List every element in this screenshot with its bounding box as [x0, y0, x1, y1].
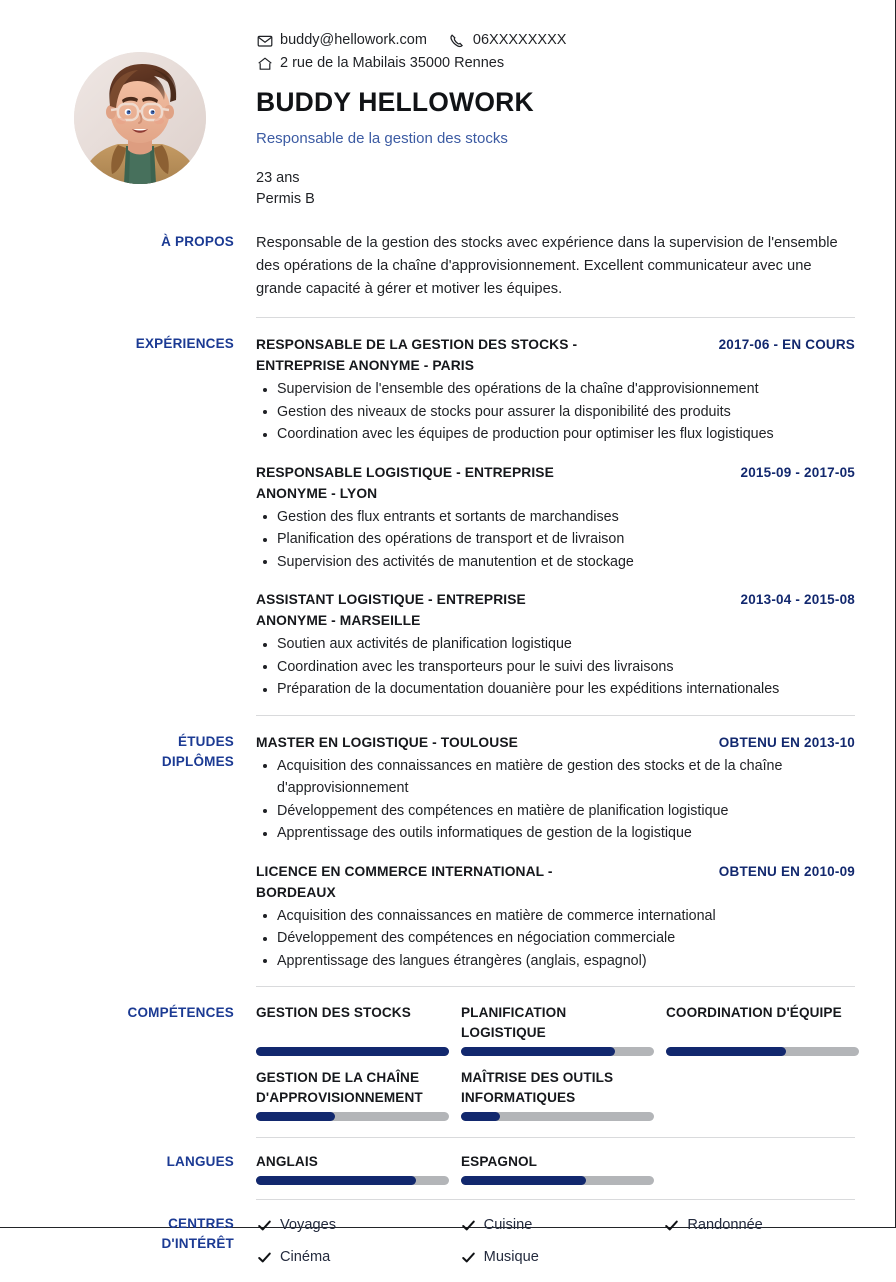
page-title: BUDDY HELLOWORK: [256, 87, 534, 117]
language-item: [256, 1152, 449, 1185]
experience-date: 2013-04 - 2015-08: [740, 592, 855, 607]
section-education: [0, 716, 895, 987]
experience-bullets: [256, 633, 855, 701]
language-name: ESPAGNOL: [461, 1154, 538, 1169]
skill-bar-track: [666, 1047, 859, 1056]
skill-bar-track: [256, 1047, 449, 1056]
experience-date: 2017-06 - EN COURS: [718, 337, 855, 352]
skill-item: [256, 1003, 449, 1056]
skill-bar-track: [461, 1047, 654, 1056]
experience-title: RESPONSABLE DE LA GESTION DES STOCKS - ENTREPRISE ANONYME - PARIS: [256, 337, 578, 373]
list-item: Supervision de l'ensemble des opérations de la chaîne d'approvisionnement: [256, 378, 855, 401]
experiences-label: EXPÉRIENCES: [135, 336, 234, 351]
skill-name: COORDINATION D'ÉQUIPE: [666, 1005, 842, 1020]
interests-label-line1: CENTRES: [168, 1216, 234, 1231]
interest-label: Randonnée: [687, 1217, 763, 1233]
skill-bar-fill: [461, 1112, 500, 1121]
skill-bar-fill: [461, 1047, 615, 1056]
list-item: Coordination avec les équipes de production pour optimiser les flux logistiques: [256, 423, 855, 446]
interest-label: Cinéma: [280, 1249, 331, 1265]
language-bar-fill: [461, 1176, 586, 1185]
skills-label: COMPÉTENCES: [127, 1005, 234, 1020]
experience-title: RESPONSABLE LOGISTIQUE - ENTREPRISE ANONYME - LYON: [256, 464, 554, 501]
phone-icon: [449, 32, 466, 49]
list-item: Planification des opérations de transport et de livraison: [256, 528, 855, 551]
language-bar-track: [461, 1176, 654, 1185]
languages-grid: [256, 1152, 855, 1185]
interests-grid: [256, 1214, 855, 1268]
experience-item: [256, 462, 855, 574]
experience-date: 2015-09 - 2017-05: [740, 464, 855, 480]
resume-header: [0, 0, 895, 210]
section-skills: [0, 987, 895, 1137]
education-date: OBTENU EN 2013-10: [718, 734, 855, 750]
skill-name: PLANIFICATION LOGISTIQUE: [461, 1005, 567, 1040]
contact-line-primary: [256, 30, 855, 51]
interest-item-empty: [663, 1246, 855, 1268]
list-item: Soutien aux activités de planification logistique: [256, 633, 855, 656]
skill-name: MAÎTRISE DES OUTILS INFORMATIQUES: [461, 1070, 614, 1105]
skill-name: GESTION DE LA CHAÎNE D'APPROVISIONNEMENT: [256, 1070, 423, 1105]
list-item: Gestion des flux entrants et sortants de marchandises: [256, 506, 855, 529]
phone-text: 06XXXXXXXX: [472, 32, 567, 48]
language-item-empty: [666, 1152, 855, 1185]
email-contact[interactable]: [256, 30, 427, 51]
interest-item: [256, 1214, 448, 1236]
list-item: Acquisition des connaissances en matière de gestion des stocks et de la chaîne d'approvisionnement: [256, 755, 855, 800]
list-item: Coordination avec les transporteurs pour le suivi des livraisons: [256, 656, 855, 679]
list-item: Développement des compétences en matière de planification logistique: [256, 800, 855, 823]
language-name: ANGLAIS: [256, 1154, 318, 1169]
education-item: [256, 861, 855, 973]
section-interests: [0, 1200, 895, 1282]
envelope-icon: [256, 32, 273, 49]
check-icon: [460, 1249, 477, 1266]
interest-label: Musique: [483, 1249, 539, 1265]
section-about: [0, 210, 895, 317]
skill-bar-track: [256, 1112, 449, 1121]
experience-bullets: [256, 378, 855, 446]
check-icon: [460, 1217, 477, 1234]
education-title: LICENCE EN COMMERCE INTERNATIONAL - BORDEAUX: [256, 863, 553, 900]
education-date: OBTENU EN 2010-09: [718, 863, 855, 879]
interest-label: Voyages: [280, 1217, 336, 1233]
skill-name: GESTION DES STOCKS: [256, 1005, 411, 1020]
interests-label: [24, 1214, 256, 1254]
skill-item: [256, 1068, 449, 1121]
education-item: [256, 732, 855, 845]
experience-bullets: [256, 506, 855, 574]
experience-title: ASSISTANT LOGISTIQUE - ENTREPRISE ANONYME - MARSEILLE: [256, 592, 526, 628]
languages-label: LANGUES: [166, 1154, 234, 1169]
interest-label: Cuisine: [483, 1217, 533, 1233]
skill-bar-fill: [666, 1047, 786, 1056]
home-icon: [256, 55, 273, 72]
skill-item: [461, 1068, 654, 1121]
education-label: [24, 732, 256, 772]
language-bar-track: [256, 1176, 449, 1185]
license-text: Permis B: [256, 191, 315, 207]
about-text: Responsable de la gestion des stocks avec expérience dans la supervision de l'ensemble des opérations de la chaîne d'approvisionnement. Excellent communicateur avec une grande capacité à gérer et motiver les équipes.: [256, 235, 838, 297]
experience-item: [256, 334, 855, 446]
education-bullets: [256, 755, 855, 845]
list-item: Apprentissage des outils informatiques de gestion de la logistique: [256, 822, 855, 845]
list-item: Préparation de la documentation douanière pour les expéditions internationales: [256, 678, 855, 701]
language-item: [461, 1152, 654, 1185]
personal-meta: [256, 168, 855, 210]
check-icon: [256, 1217, 273, 1234]
avatar: [74, 52, 206, 184]
interest-item: [460, 1214, 652, 1236]
education-label-line2: DIPLÔMES: [161, 753, 234, 769]
age-text: 23 ans: [256, 170, 300, 186]
skill-bar-fill: [256, 1047, 449, 1056]
avatar-container: [24, 30, 256, 184]
interests-label-line2: D'INTÉRÊT: [161, 1236, 234, 1251]
section-languages: [0, 1138, 895, 1199]
job-title: Responsable de la gestion des stocks: [256, 130, 508, 147]
skill-item-empty: [666, 1066, 859, 1121]
skill-bar-track: [461, 1112, 654, 1121]
experience-item: [256, 589, 855, 701]
list-item: Acquisition des connaissances en matière de commerce international: [256, 905, 855, 928]
contact-line-address: [256, 53, 855, 74]
interest-item: [256, 1246, 448, 1268]
address-contact: [256, 53, 504, 74]
about-label: À PROPOS: [161, 234, 234, 249]
check-icon: [256, 1249, 273, 1266]
interest-item: [460, 1246, 652, 1268]
phone-contact[interactable]: [449, 30, 567, 51]
education-title: MASTER EN LOGISTIQUE - TOULOUSE: [256, 734, 518, 750]
section-experiences: [0, 318, 895, 715]
address-text: 2 rue de la Mabilais 35000 Rennes: [280, 55, 505, 71]
skills-grid: [256, 1003, 855, 1121]
interest-item: [663, 1214, 855, 1236]
check-icon: [663, 1217, 680, 1234]
email-text: buddy@hellowork.com: [280, 32, 427, 48]
education-label-line1: ÉTUDES: [178, 733, 234, 749]
list-item: Supervision des activités de manutention et de stockage: [256, 551, 855, 574]
list-item: Développement des compétences en négociation commerciale: [256, 927, 855, 950]
skill-bar-fill: [256, 1112, 335, 1121]
skill-item: [461, 1003, 654, 1056]
skill-item: [666, 1003, 859, 1056]
list-item: Gestion des niveaux de stocks pour assurer la disponibilité des produits: [256, 401, 855, 424]
education-bullets: [256, 905, 855, 973]
language-bar-fill: [256, 1176, 416, 1185]
header-details: [256, 30, 855, 210]
list-item: Apprentissage des langues étrangères (anglais, espagnol): [256, 950, 855, 973]
